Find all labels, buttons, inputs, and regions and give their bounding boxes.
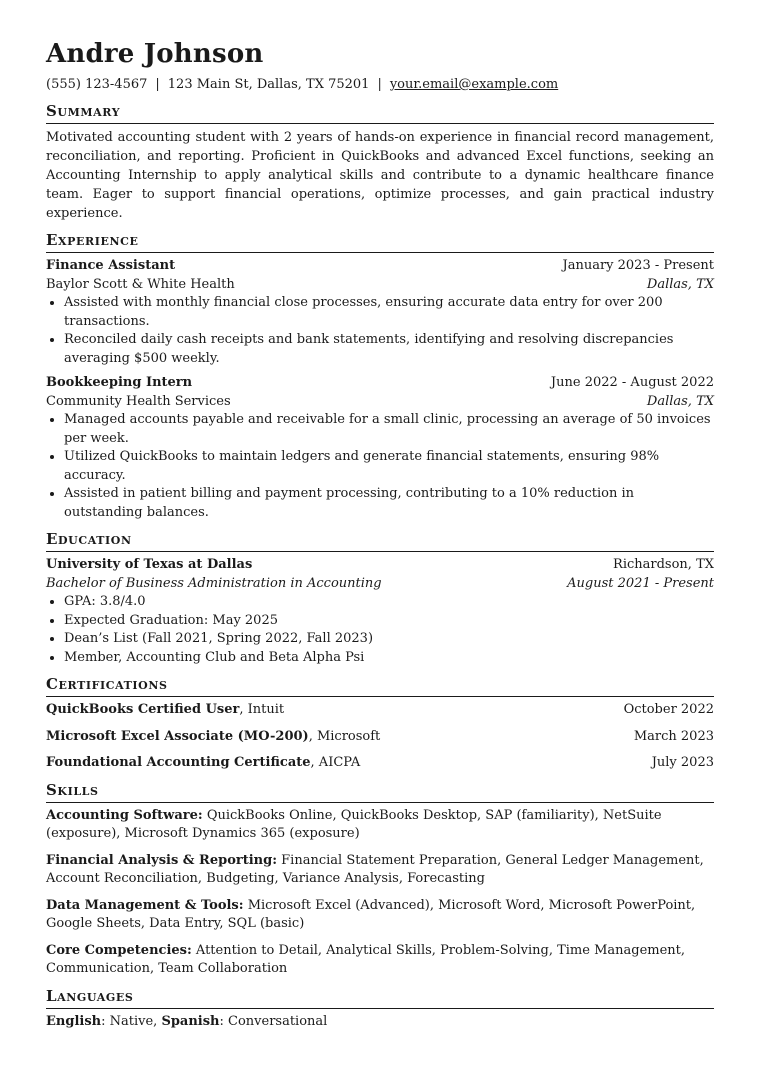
job-location: Dallas, TX [646, 393, 714, 409]
certification-name: QuickBooks Certified User [46, 702, 240, 717]
summary-section [46, 102, 714, 223]
bullet-item: • Managed accounts payable and receivable for a small clinic, processing an average of 50 invoices per week. [64, 411, 714, 448]
certification-issuer: , AICPA [310, 755, 361, 770]
summary-text: Motivated accounting student with 2 years of hands-on experience in financial record management, reconciliation, and reporting. Proficient in QuickBooks and advanced Excel functions, seeking an Accounting Internship to apply analytical skills and contribute to a dynamic healthcare finance team. Eager to support financial operations, optimize processes, and gain practical industry experience. [46, 130, 714, 221]
bullet-item: • Expected Graduation: May 2025 [64, 612, 714, 631]
section-heading-experience: Experience [46, 231, 714, 253]
bullet-item: • Dean’s List (Fall 2021, Spring 2022, Fall 2023) [64, 630, 714, 649]
bullet-item: • Utilized QuickBooks to maintain ledgers and generate financial statements, ensuring 98% accuracy. [64, 448, 714, 485]
education-section [46, 530, 714, 667]
bullet-item: • Assisted in patient billing and payment processing, contributing to a 10% reduction in outstanding balances. [64, 485, 714, 522]
certification-item [46, 728, 714, 747]
job-bullets [46, 294, 714, 368]
certifications-section [46, 675, 714, 773]
school-location: Richardson, TX [613, 557, 714, 572]
section-heading-summary: Summary [46, 102, 714, 124]
job-title: Finance Assistant [46, 258, 176, 273]
experience-section [46, 231, 714, 522]
skill-label: Data Management & Tools: [46, 897, 244, 913]
skill-group [46, 942, 714, 979]
job-organization: Community Health Services [46, 393, 231, 409]
certification-item [46, 754, 714, 773]
section-heading-languages: Languages [46, 987, 714, 1009]
school-name: University of Texas at Dallas [46, 557, 253, 572]
contact-separator: | [377, 77, 382, 92]
address: 123 Main St, Dallas, TX 75201 [167, 77, 370, 92]
skill-text: Financial Statement Preparation, General Ledger Management, Account Reconciliation, Budgeting, Variance Analysis, Forecasting [46, 852, 704, 886]
skill-text: Microsoft Excel (Advanced), Microsoft Word, Microsoft PowerPoint, Google Sheets, Data Entry, SQL (basic) [46, 897, 696, 931]
certification-issuer: , Intuit [239, 702, 285, 717]
skill-label: Core Competencies: [46, 942, 192, 958]
job-location: Dallas, TX [646, 276, 714, 292]
language-name: Spanish [161, 1013, 220, 1029]
certification-name: Foundational Accounting Certificate [46, 755, 311, 770]
candidate-name: Andre Johnson [46, 39, 264, 69]
contact-separator: | [155, 77, 160, 92]
certification-item [46, 701, 714, 720]
section-heading-certifications: Certifications [46, 675, 714, 697]
language-level: : Native, [101, 1013, 162, 1029]
job-organization: Baylor Scott & White Health [46, 276, 235, 292]
email-link[interactable]: your.email@example.com [389, 77, 559, 92]
skills-section [46, 781, 714, 979]
bullet-item: • Member, Accounting Club and Beta Alpha Psi [64, 649, 714, 668]
phone-number: (555) 123-4567 [46, 77, 148, 92]
job-title: Bookkeeping Intern [46, 375, 193, 390]
job-entry [46, 257, 714, 368]
certification-issuer: , Microsoft [308, 728, 381, 744]
job-bullets [46, 411, 714, 522]
job-dates: January 2023 - Present [562, 258, 714, 273]
bullet-item: • Reconciled daily cash receipts and bank statements, identifying and resolving discrepancies averaging $500 weekly. [64, 331, 714, 368]
skill-text: Attention to Detail, Analytical Skills, Problem-Solving, Time Management, Communication, Team Collaboration [46, 942, 686, 976]
languages-section [46, 987, 714, 1032]
job-entry [46, 374, 714, 522]
section-heading-skills: Skills [46, 781, 714, 803]
skill-group [46, 897, 714, 934]
education-bullets [46, 593, 714, 667]
bullet-item: • GPA: 3.8/4.0 [64, 593, 714, 612]
degree: Bachelor of Business Administration in Accounting [46, 575, 382, 591]
contact-line [46, 76, 714, 94]
bullet-item: • Assisted with monthly financial close processes, ensuring accurate data entry for over 200 transactions. [64, 294, 714, 331]
skill-label: Accounting Software: [46, 807, 203, 823]
certification-name: Microsoft Excel Associate (MO-200) [46, 728, 309, 744]
language-name: English [46, 1013, 102, 1029]
skill-group [46, 807, 714, 844]
certification-date: March 2023 [633, 728, 714, 744]
certification-date: October 2022 [623, 702, 714, 717]
education-dates: August 2021 - Present [567, 575, 714, 591]
section-heading-education: Education [46, 530, 714, 552]
skill-label: Financial Analysis & Reporting: [46, 852, 278, 868]
skill-group [46, 852, 714, 889]
languages-line [46, 1013, 714, 1032]
skill-text: QuickBooks Online, QuickBooks Desktop, SAP (familiarity), NetSuite (exposure), Microsoft Dynamics 365 (exposure) [46, 807, 662, 841]
language-level: : Conversational [219, 1013, 328, 1029]
job-dates: June 2022 - August 2022 [550, 375, 714, 390]
certification-date: July 2023 [651, 755, 714, 770]
